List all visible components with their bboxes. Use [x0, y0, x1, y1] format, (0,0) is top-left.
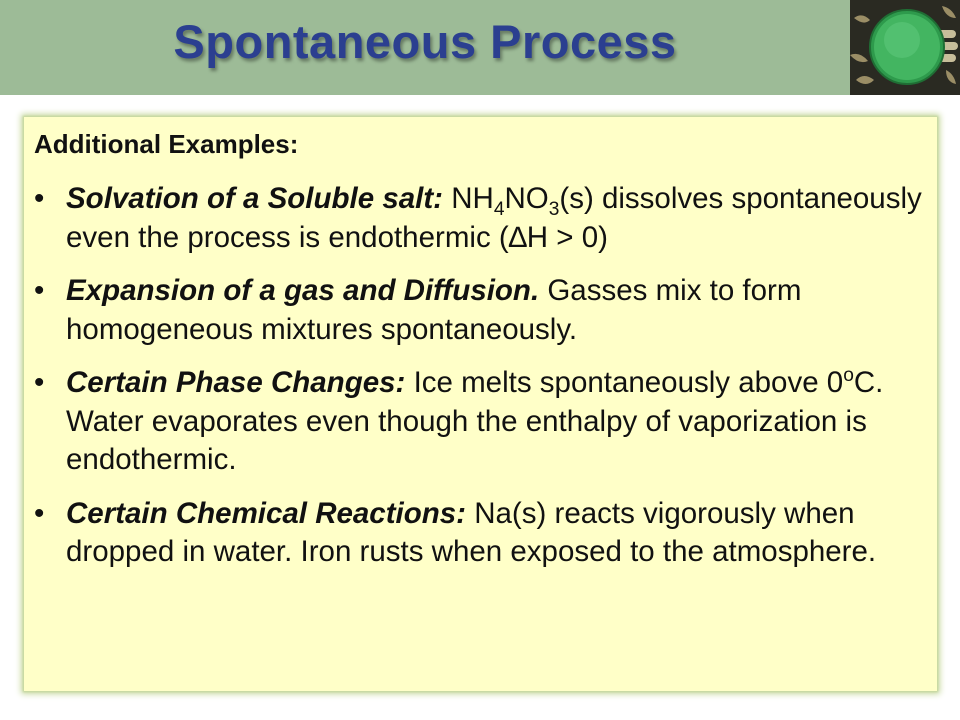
- bullet-marker: •: [34, 182, 45, 215]
- bullet-text-b: C. Water evaporates even though the enthalpy of vaporization is endothermic.: [66, 366, 884, 476]
- bullet-text-a: Ice melts spontaneously above 0: [413, 366, 844, 399]
- bullet-marker: •: [34, 366, 45, 399]
- bullet-expansion: [34, 272, 934, 349]
- bullet-lead: Certain Phase Changes:: [66, 366, 406, 399]
- bullet-lead: Certain Chemical Reactions:: [66, 496, 467, 530]
- bullet-text: Na(s) reacts vigorously when dropped in water. Iron rusts when exposed to the atmosphere.: [66, 496, 877, 568]
- degree-sup: o: [843, 365, 854, 387]
- bullet-lead: Expansion of a gas and Diffusion.: [66, 274, 540, 307]
- bullet-chemical-reactions: [34, 495, 934, 572]
- bullet-text: Gasses mix to form homogeneous mixtures spontaneously.: [66, 274, 802, 346]
- bullet-marker: •: [34, 496, 45, 530]
- formula-no-sub: 3: [548, 198, 560, 220]
- diatom-image: [850, 0, 960, 95]
- diatom-illustration: [850, 0, 960, 95]
- slide-title: Spontaneous Process: [173, 15, 677, 68]
- bullet-phase-changes: [34, 364, 934, 480]
- formula-nh-sub: 4: [493, 198, 505, 220]
- bullet-marker: •: [34, 274, 45, 307]
- formula-no: NO: [504, 182, 549, 215]
- formula-nh: NH: [451, 182, 494, 215]
- examples-heading: Additional Examples:: [34, 129, 299, 159]
- examples-list: [34, 180, 934, 587]
- bullet-lead: Solvation of a Soluble salt:: [66, 182, 443, 215]
- bullet-text: (s) dissolves spontaneously even the process is endothermic (∆H > 0): [66, 182, 922, 254]
- bullet-solvation: [34, 180, 934, 257]
